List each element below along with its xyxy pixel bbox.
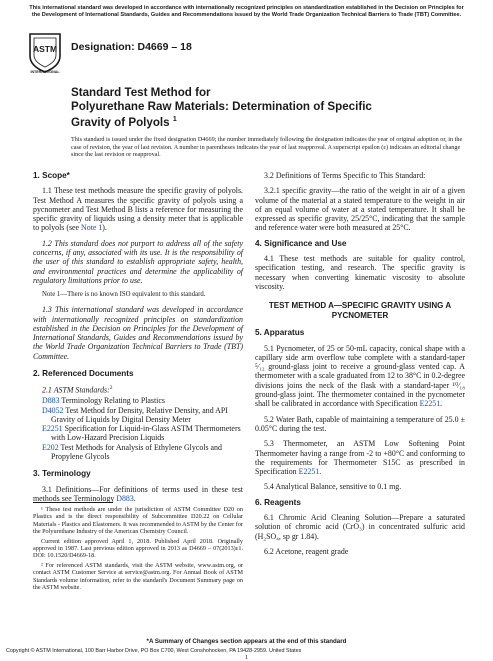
left-column [33, 171, 243, 509]
section-5-3: 5.3 Thermometer, an ASTM Low Softening Point Thermometer having a range from -2 to +80°C and conforming to the requirements for Thermometer S15C as prescribed in Specification E2251. [255, 439, 465, 477]
apparatus-heading: 5. Apparatus [255, 328, 305, 338]
tbt-notice: This international standard was developed in accordance with internationally recognized principles on standardization established in the Decision on Principles for the Development of International Standards, Guides and Recommendations issued by the World Trade Organization Technical Barriers to Trade (TBT) Committee. [29, 5, 464, 18]
copyright-line: Copyright © ASTM International, 100 Barr Harbor Drive, PO Box C700, West Conshohocken, PA 19428-2959. United States [6, 648, 302, 654]
section-5-2: 5.2 Water Bath, capable of maintaining a temperature of 25.0 ± 0.05°C during the test. [255, 414, 465, 433]
astm-logo [26, 30, 64, 74]
footnote-divider [33, 502, 113, 503]
footnote-1-edition: Current edition approved April 1, 2018. Published April 2018. Originally approved in 1987. Last previous edition approved in 2013 as D4669 – 07(2013)ε1. DOI: 10.1520/D4669-18. [33, 537, 243, 560]
designation: Designation: D4669 – 18 [71, 41, 192, 53]
logo-subtext: INTERNATIONAL [30, 69, 60, 74]
e2251-link-2[interactable]: E2251 [298, 467, 320, 477]
section-3-2: 3.2 Definitions of Terms Specific to This Standard: [264, 171, 426, 180]
title-line-1: Standard Test Method for [71, 86, 211, 99]
section-4-1: 4.1 These test methods are suitable for quality control, specification testing, and research. The specific gravity is necessary when converting kinematic viscosity to absolute viscosity. [255, 254, 465, 291]
issued-note: This standard is issued under the fixed designation D4669; the number immediately following the designation indicates the year of original adoption or, in the case of revision, the year of last revision. A number in parentheses indicates the year of last reapproval. A superscript epsilon (ε) indicates an editorial change since the last revision or reapproval. [71, 136, 463, 159]
logo-letters: ASTM [32, 44, 58, 54]
section-3-2-1: 3.2.1 specific gravity—the ratio of the weight in air of a given volume of the material at a stated temperature to the weight in air of an equal volume of water at a stated temperature. It shall be expressed as specific gravity, 25/25°C, indicating that the sample and reference water were both measured at 25°C. [255, 186, 465, 233]
standard-title: Test Methods for Analysis of Ethylene Glycols and Propylene Glycols [51, 442, 222, 462]
footnote-2: ² For referenced ASTM standards, visit the ASTM website, www.astm.org, or contact ASTM Customer Service at service@astm.org. For Annual Book of ASTM Standards volume information, refer to the standard's Document Summary page on the ASTM website. [33, 561, 243, 592]
standard-title: Specification for Liquid-in-Glass ASTM Thermometers with Low-Hazard Precision Liquids [51, 424, 241, 443]
note-1: Note 1—There is no known ISO equivalent to this standard. [42, 291, 206, 299]
standard-code-link[interactable]: D4052 [42, 405, 64, 415]
section-6-1: 6.1 Chromic Acid Cleaning Solution—Prepare a saturated solution of chromic acid (CrO₃) in concentrated sulfuric acid (H₂SO₄, sp gr 1.84). [255, 513, 465, 541]
standards-list [42, 396, 243, 461]
footnote-1: ¹ These test methods are under the jurisdiction of ASTM Committee D20 on Plastics and is the direct responsibility of Subcommittee D20.22 on Cellular Materials - Plastics and Elastomers. It was recommended to ASTM by the Center for the Polyurethane Industry of the American Chemistry Council. [33, 506, 243, 536]
standard-title: Terminology Relating to Plastics [61, 396, 165, 406]
title-line-2: Polyurethane Raw Materials: Determination of Specific [71, 99, 372, 113]
section-1-3: 1.3 This international standard was developed in accordance with internationally recognized principles on standardization established in the Decision on Principles for the Development of International Standards, Guides and Recommendations issued by the World Trade Organization Technical Barriers to Trade (TBT) Committee. [33, 305, 243, 361]
test-method-a-heading: TEST METHOD A—SPECIFIC GRAVITY USING A PYCNOMETER [268, 301, 452, 320]
section-6-2: 6.2 Acetone, reagent grade [264, 546, 349, 556]
right-column [255, 171, 465, 562]
section-2-1: 2.1 ASTM Standards:$^2$ [42, 385, 113, 395]
e2251-link-1[interactable]: E2251 [419, 399, 441, 409]
standard-entry [42, 442, 243, 462]
footnotes [33, 506, 243, 593]
d883-link[interactable]: D883 [116, 493, 134, 503]
section-1-2: 1.2 This standard does not purport to address all of the safety concerns, if any, associated with its use. It is the responsibility of the user of this standard to establish appropriate safety, health, and environmental practices and determine the applicability of regulatory limitations prior to use. [33, 238, 243, 285]
standard-title: Test Method for Density, Relative Density, and API Gravity of Liquids by Digital Density Meter [51, 405, 228, 424]
section-5-4: 5.4 Analytical Balance, sensitive to 0.1 mg. [264, 482, 402, 492]
reagents-heading: 6. Reagents [255, 497, 301, 507]
significance-heading: 4. Significance and Use [255, 238, 347, 248]
standard-entry [42, 396, 243, 406]
referenced-documents-heading: 2. Referenced Documents [33, 369, 134, 379]
standard-code-link[interactable]: E2251 [42, 424, 63, 434]
section-5-1: 5.1 Pycnometer, of 25 or 50-mL capacity, conical shape with a capillary side arm overflow tube complete with a standard-taper ⁵⁄₁₂ ground-glass joint to receive a ground-glass vented cap. A thermometer with a scale graduated from 12 to 38°C in 0.2-degree divisions joins the neck of the flask with a standard-taper ¹⁰⁄₁₈ ground-glass joint. The thermometer contained in the pycnometer shall be calibrated in accordance with Specification E2251. [255, 343, 465, 409]
document-title [71, 86, 431, 129]
standard-entry [42, 424, 243, 443]
page-number: 1 [244, 654, 249, 661]
title-footnote-mark: 1 [172, 116, 177, 123]
summary-of-changes-note: *A Summary of Changes section appears at the end of this standard [146, 638, 347, 645]
note-1-link[interactable]: Note 1 [81, 223, 103, 233]
standard-code-link[interactable]: D883 [42, 396, 60, 406]
section-3-1: 3.1 Definitions—For definitions of terms used in these test methods see Terminology D883. [33, 484, 243, 503]
section-1-1: 1.1 These test methods measure the specific gravity of polyols. Test Method A measures the specific gravity of polyols using a pycnometer and Test Method B lists a reference for measuring the specific gravity of liquids using a density meter that is applicable to polyols (see Note 1). [33, 186, 243, 233]
scope-heading: 1. Scope* [33, 171, 70, 180]
standard-entry [42, 405, 243, 425]
standard-code-link[interactable]: E202 [42, 442, 59, 452]
terminology-heading: 3. Terminology [33, 469, 91, 479]
title-line-3: Gravity of Polyols $^1$ [71, 115, 177, 129]
